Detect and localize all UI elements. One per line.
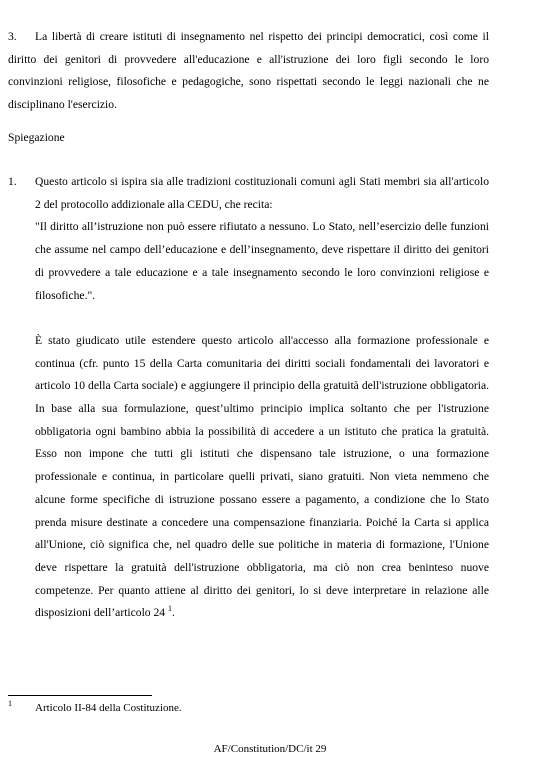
section-heading: Spiegazione [8, 131, 65, 144]
echr-quote: "Il diritto all’istruzione non può essere rifiutato a nessuno. Lo Stato, nell’esercizio delle funzioni che assume nel campo dell’educazione e dell’insegnamento, deve rispettare il diritto dei genitori di provvedere a tale educazione e a tale insegnamento secondo le loro convinzioni religiose e filosofiche.". [35, 220, 489, 302]
point-number: 1. [8, 175, 17, 188]
paragraph-text: diritto dei genitori di provvedere all'educazione e all'istruzione dei loro figli secondo le loro convinzioni religiose, filosofiche e pedagogiche, sono rispettati secondo le leggi nazionali che ne disciplinano l'esercizio. [8, 52, 489, 112]
footnote-separator [8, 695, 152, 696]
footnote-number: 1 [8, 699, 12, 708]
footnote [8, 699, 182, 714]
point-intro: Questo articolo si ispira sia alle tradizioni costituzionali comuni agli Stati membri sia all'articolo 2 del protocollo addizionale alla CEDU, che recita: [35, 175, 489, 211]
footnote-reference[interactable]: 1 [168, 604, 172, 614]
explanation-point-1 [8, 171, 489, 625]
point-body-end: . [172, 606, 175, 620]
footnote-text: Articolo II-84 della Costituzione. [35, 702, 182, 714]
page-footer: AF/Constitution/DC/it 29 [213, 743, 327, 755]
point-body [35, 330, 489, 625]
paragraph-first-line: La libertà di creare istituti di insegnamento nel rispetto dei principi democratici, così come il [35, 30, 489, 43]
point-body-text: È stato giudicato utile estendere questo articolo all'accesso alla formazione professionale e continua (cfr. punto 15 della Carta comunitaria dei diritti sociali fondamentali dei lavoratori e articolo 10 della Carta sociale) e aggiungere il principio della gratuità dell'istruzione obbligatoria. In base alla sua formulazione, quest’ultimo principio implica soltanto che per l'istruzione obbligatoria ogni bambino abbia la possibilità di accedere a un istituto che pratica la gratuità. Esso non impone che tutti gli istituti che dispensano tale istruzione, o una formazione professionale e continua, in particolare quelli privati, siano gratuiti. Non vieta nemmeno che alcune forme specifiche di istruzione possano essere a pagamento, a condizione che lo Stato prenda misure destinate a concedere una compensazione finanziaria. Poiché la Carta si applica all'Unione, ciò significa che, nel quadro delle sue politiche in materia di formazione, l'Unione deve rispettare la gratuità dell'istruzione obbligatoria, ma ciò non crea beninteso nuove competenze. Per quanto attiene al diritto dei genitori, lo si deve interpretare in relazione alle disposizioni dell’articolo 24 [35, 333, 489, 620]
paragraph-number: 3. [8, 30, 17, 43]
article-paragraph-3 [8, 26, 489, 117]
